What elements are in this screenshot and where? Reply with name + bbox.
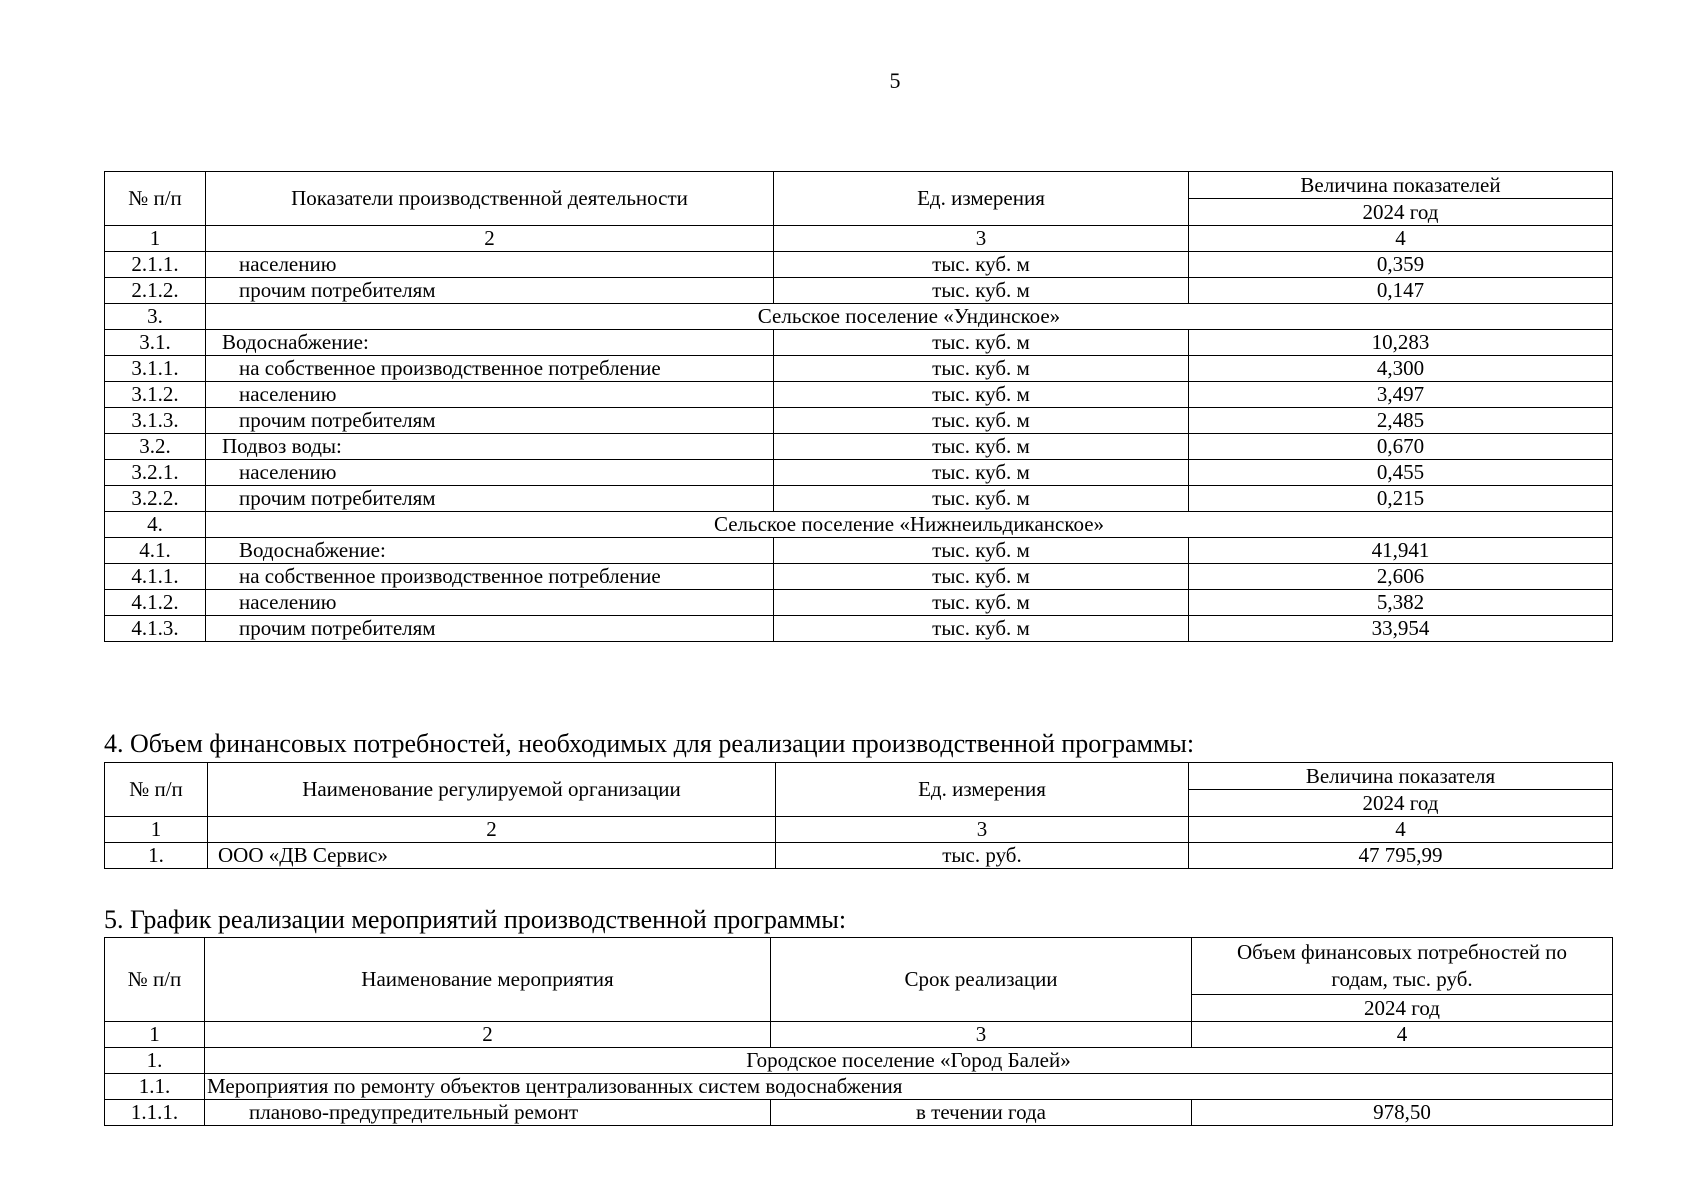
- financial-needs-table: [104, 762, 1613, 869]
- row-unit: тыс. куб. м: [774, 330, 1189, 356]
- table-row: [105, 1100, 1613, 1126]
- header-value-group: Величина показателей: [1189, 172, 1613, 199]
- table-row: [105, 434, 1613, 460]
- header-unit: Ед. измерения: [776, 763, 1189, 817]
- row-name: прочим потребителям: [206, 616, 774, 642]
- section-title: Сельское поселение «Ундинское»: [206, 304, 1613, 330]
- row-value: 0,455: [1189, 460, 1613, 486]
- row-name: прочим потребителям: [206, 408, 774, 434]
- col-number: 2: [208, 817, 776, 843]
- page-number: 5: [889, 68, 901, 93]
- section-title: Сельское поселение «Нижнеильдиканское»: [206, 512, 1613, 538]
- section-title: Городское поселение «Город Балей»: [205, 1048, 1613, 1074]
- subsection-row: [105, 1074, 1613, 1100]
- row-term: в течении года: [771, 1100, 1192, 1126]
- row-num: 3.1.: [105, 330, 206, 356]
- row-value: 0,359: [1189, 252, 1613, 278]
- col-number: 4: [1189, 817, 1613, 843]
- row-name: на собственное производственное потребление: [206, 564, 774, 590]
- header-unit: Ед. измерения: [774, 172, 1189, 226]
- header-org: Наименование регулируемой организации: [208, 763, 776, 817]
- row-name: населению: [206, 382, 774, 408]
- row-num: 4.1.2.: [105, 590, 206, 616]
- row-unit: тыс. куб. м: [774, 460, 1189, 486]
- row-num: 4.1.: [105, 538, 206, 564]
- row-unit: тыс. куб. м: [774, 408, 1189, 434]
- row-num: 3.2.2.: [105, 486, 206, 512]
- row-unit: тыс. куб. м: [774, 538, 1189, 564]
- table-row: [105, 408, 1613, 434]
- row-name: на собственное производственное потребление: [206, 356, 774, 382]
- row-num: 4.1.1.: [105, 564, 206, 590]
- section4-heading: 4. Объем финансовых потребностей, необходимых для реализации производственной программы:: [104, 729, 1195, 758]
- row-num: 1.: [105, 1048, 205, 1074]
- col-number: 3: [776, 817, 1189, 843]
- table-row: [105, 616, 1613, 642]
- row-num: 3.: [105, 304, 206, 330]
- row-name: населению: [206, 590, 774, 616]
- col-number: 1: [105, 817, 208, 843]
- row-value: 2,606: [1189, 564, 1613, 590]
- row-value: 33,954: [1189, 616, 1613, 642]
- header-num: № п/п: [105, 938, 205, 1022]
- row-value: 41,941: [1189, 538, 1613, 564]
- row-num: 4.1.3.: [105, 616, 206, 642]
- table-row: [105, 252, 1613, 278]
- header-num: № п/п: [105, 763, 208, 817]
- table-row: [105, 278, 1613, 304]
- row-value: 10,283: [1189, 330, 1613, 356]
- row-value: 0,215: [1189, 486, 1613, 512]
- row-num: 3.1.1.: [105, 356, 206, 382]
- table-row: [105, 382, 1613, 408]
- row-value: 0,670: [1189, 434, 1613, 460]
- row-value: 2,485: [1189, 408, 1613, 434]
- header-year: 2024 год: [1189, 199, 1613, 226]
- row-unit: тыс. куб. м: [774, 616, 1189, 642]
- table-row: [105, 460, 1613, 486]
- row-name: Водоснабжение:: [206, 330, 774, 356]
- table-row: [105, 330, 1613, 356]
- header-year: 2024 год: [1192, 995, 1613, 1022]
- row-num: 3.1.3.: [105, 408, 206, 434]
- row-value: 3,497: [1189, 382, 1613, 408]
- row-name: Водоснабжение:: [206, 538, 774, 564]
- section-row: [105, 512, 1613, 538]
- subsection-title: Мероприятия по ремонту объектов централизованных систем водоснабжения: [205, 1074, 1613, 1100]
- col-number: 1: [105, 1022, 205, 1048]
- row-unit: тыс. куб. м: [774, 486, 1189, 512]
- table-row: [105, 843, 1613, 869]
- col-number: 2: [206, 226, 774, 252]
- row-name: Подвоз воды:: [206, 434, 774, 460]
- event-name: планово-предупредительный ремонт: [205, 1100, 771, 1126]
- header-value-group: [1192, 938, 1613, 995]
- table-row: [105, 356, 1613, 382]
- row-num: 1.1.: [105, 1074, 205, 1100]
- row-num: 2.1.1.: [105, 252, 206, 278]
- row-name: населению: [206, 460, 774, 486]
- row-num: 4.: [105, 512, 206, 538]
- col-number: 4: [1189, 226, 1613, 252]
- row-value: 5,382: [1189, 590, 1613, 616]
- table-row: [105, 590, 1613, 616]
- row-unit: тыс. куб. м: [774, 382, 1189, 408]
- section-row: [105, 304, 1613, 330]
- header-indicator: Показатели производственной деятельности: [206, 172, 774, 226]
- row-unit: тыс. руб.: [776, 843, 1189, 869]
- row-unit: тыс. куб. м: [774, 356, 1189, 382]
- row-num: 3.1.2.: [105, 382, 206, 408]
- table1-body: [105, 252, 1613, 642]
- header-num: № п/п: [105, 172, 206, 226]
- col-number: 2: [205, 1022, 771, 1048]
- row-num: 1.: [105, 843, 208, 869]
- row-value: 4,300: [1189, 356, 1613, 382]
- row-unit: тыс. куб. м: [774, 434, 1189, 460]
- row-unit: тыс. куб. м: [774, 590, 1189, 616]
- header-value-line1: Объем финансовых потребностей по: [1237, 940, 1567, 964]
- header-value-line2: годам, тыс. руб.: [1331, 967, 1473, 991]
- row-num: 3.2.1.: [105, 460, 206, 486]
- header-year: 2024 год: [1189, 790, 1613, 817]
- row-value: 47 795,99: [1189, 843, 1613, 869]
- header-value-group: Величина показателя: [1189, 763, 1613, 790]
- table-row: [105, 564, 1613, 590]
- row-name: прочим потребителям: [206, 486, 774, 512]
- col-number: 3: [774, 226, 1189, 252]
- row-unit: тыс. куб. м: [774, 252, 1189, 278]
- row-num: 1.1.1.: [105, 1100, 205, 1126]
- table-row: [105, 486, 1613, 512]
- row-value: 0,147: [1189, 278, 1613, 304]
- row-unit: тыс. куб. м: [774, 564, 1189, 590]
- section5-heading: 5. График реализации мероприятий производственной программы:: [104, 905, 847, 934]
- events-schedule-table: [104, 937, 1613, 1126]
- header-term: Срок реализации: [771, 938, 1192, 1022]
- col-number: 4: [1192, 1022, 1613, 1048]
- row-value: 978,50: [1192, 1100, 1613, 1126]
- row-num: 2.1.2.: [105, 278, 206, 304]
- row-name: прочим потребителям: [206, 278, 774, 304]
- row-num: 3.2.: [105, 434, 206, 460]
- section-row: [105, 1048, 1613, 1074]
- table-row: [105, 538, 1613, 564]
- row-unit: тыс. куб. м: [774, 278, 1189, 304]
- production-indicators-table: [104, 171, 1613, 642]
- header-event: Наименование мероприятия: [205, 938, 771, 1022]
- row-name: населению: [206, 252, 774, 278]
- org-name: ООО «ДВ Сервис»: [208, 843, 776, 869]
- col-number: 3: [771, 1022, 1192, 1048]
- col-number: 1: [105, 226, 206, 252]
